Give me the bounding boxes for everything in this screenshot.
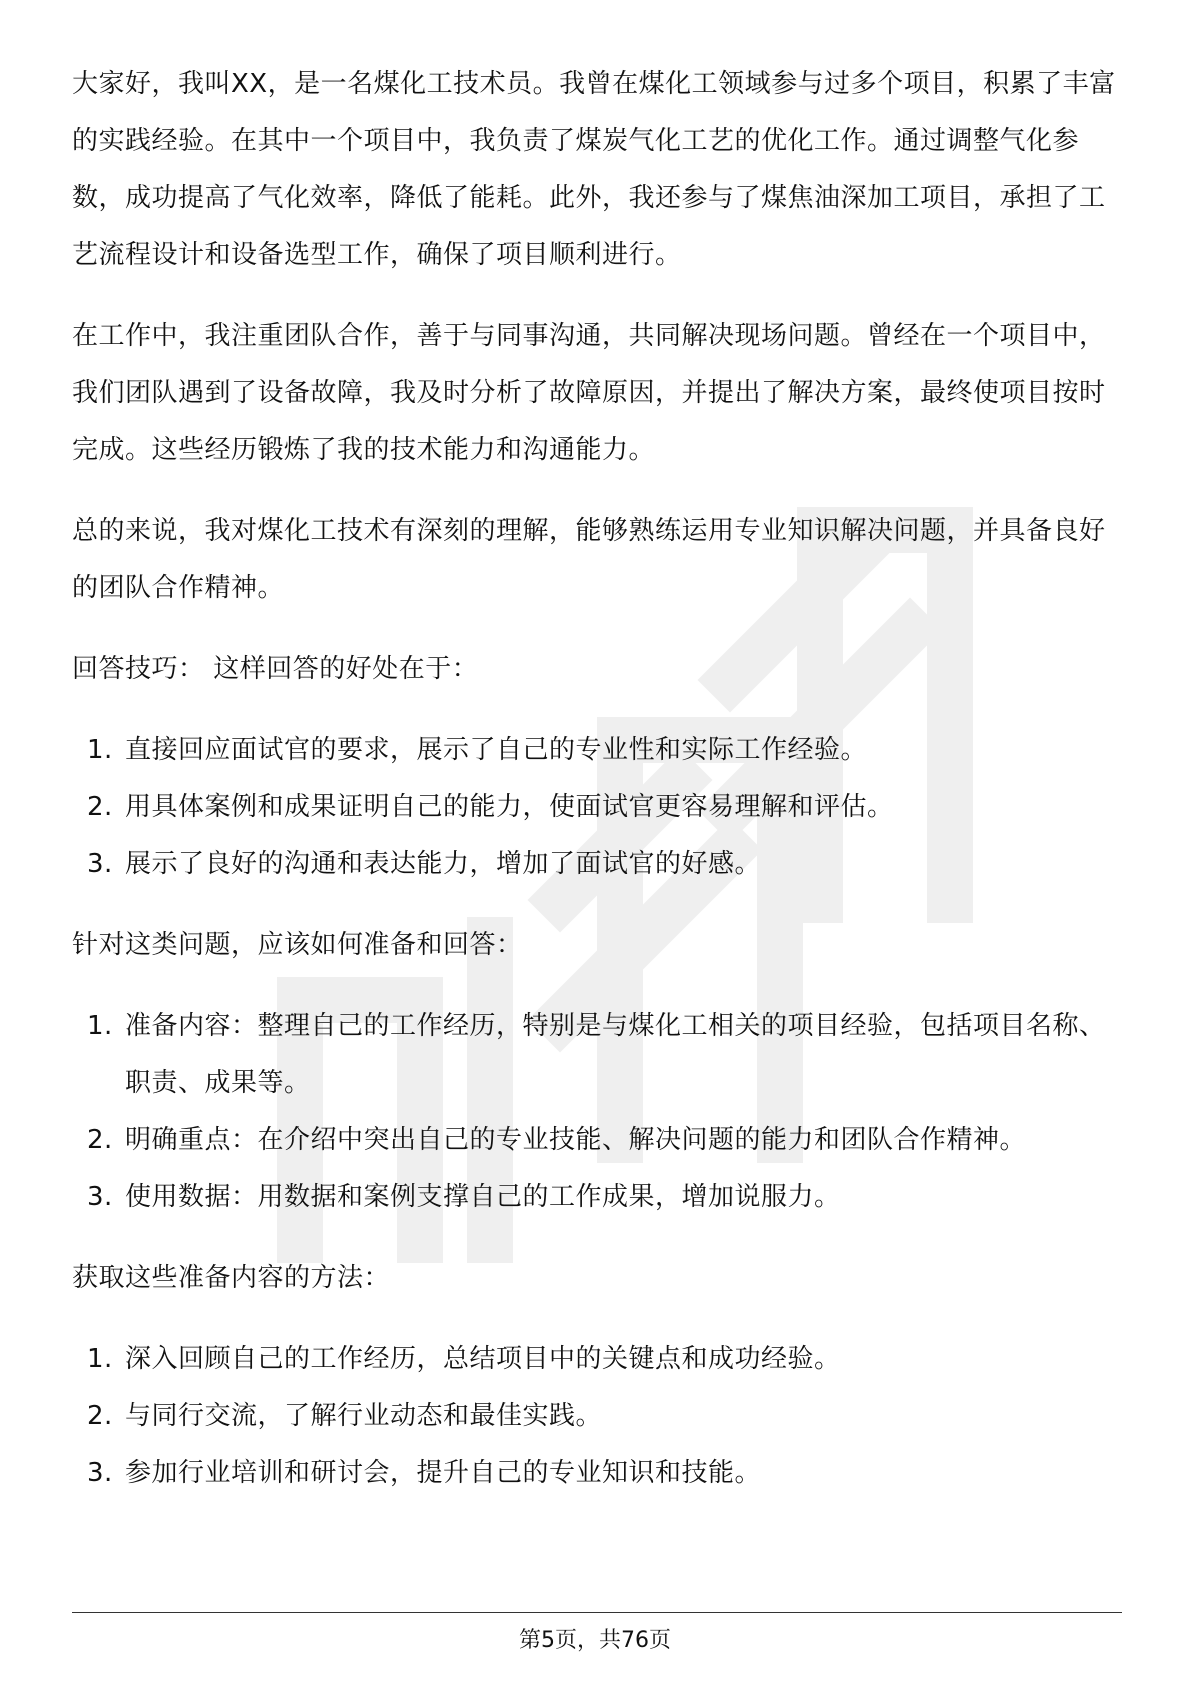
list-number: 2. [87,1125,113,1155]
list-number: 3. [87,849,113,879]
list-text: 展示了良好的沟通和表达能力，增加了面试官的好感。 [125,849,762,879]
list-item [72,1388,1122,1445]
list-number: 3. [87,1458,113,1488]
list-item [72,1169,1122,1226]
list-item [72,836,1122,893]
tips-list [72,722,1122,893]
prepare-list [72,998,1122,1226]
list-text: 使用数据：用数据和案例支撑自己的工作成果，增加说服力。 [125,1182,841,1212]
tips-heading: 回答技巧： 这样回答的好处在于： [72,654,479,684]
list-item [72,722,1122,779]
list-number: 2. [87,792,113,822]
intro-paragraph: 大家好，我叫XX，是一名煤化工技术员。我曾在煤化工领域参与过多个项目，积累了丰富的实践经验。在其中一个项目中，我负责了煤炭气化工艺的优化工作。通过调整气化参数，成功提高了气化效率，降低了能耗。此外，我还参与了煤焦油深加工项目，承担了工艺流程设计和设备选型工作，确保了项目顺利进行。 [72,69,1116,270]
list-item [72,1445,1122,1502]
list-number: 1. [87,735,113,765]
list-item [72,1331,1122,1388]
list-text: 深入回顾自己的工作经历，总结项目中的关键点和成功经验。 [125,1344,841,1374]
list-number: 2. [87,1401,113,1431]
list-text: 直接回应面试官的要求，展示了自己的专业性和实际工作经验。 [125,735,868,765]
list-item [72,779,1122,836]
list-number: 1. [87,1011,113,1041]
footer-divider [72,1612,1122,1613]
methods-list [72,1331,1122,1502]
summary-paragraph: 总的来说，我对煤化工技术有深刻的理解，能够熟练运用专业知识解决问题，并具备良好的团队合作精神。 [72,516,1106,603]
methods-heading: 获取这些准备内容的方法： [72,1263,391,1293]
list-text: 明确重点：在介绍中突出自己的专业技能、解决问题的能力和团队合作精神。 [125,1125,1027,1155]
list-number: 1. [87,1344,113,1374]
teamwork-paragraph: 在工作中，我注重团队合作，善于与同事沟通，共同解决现场问题。曾经在一个项目中，我们团队遇到了设备故障，我及时分析了故障原因，并提出了解决方案，最终使项目按时完成。这些经历锻炼了我的技术能力和沟通能力。 [72,321,1106,465]
list-number: 3. [87,1182,113,1212]
list-text: 用具体案例和成果证明自己的能力，使面试官更容易理解和评估。 [125,792,894,822]
prepare-heading: 针对这类问题，应该如何准备和回答： [72,930,523,960]
list-text: 准备内容：整理自己的工作经历，特别是与煤化工相关的项目经验，包括项目名称、职责、成果等。 [125,1011,1106,1098]
document-body [72,56,1122,1526]
page-number: 第5页，共76页 [519,1628,671,1653]
list-text: 参加行业培训和研讨会，提升自己的专业知识和技能。 [125,1458,762,1488]
list-item [72,1112,1122,1169]
list-item [72,998,1122,1112]
list-text: 与同行交流，了解行业动态和最佳实践。 [125,1401,603,1431]
